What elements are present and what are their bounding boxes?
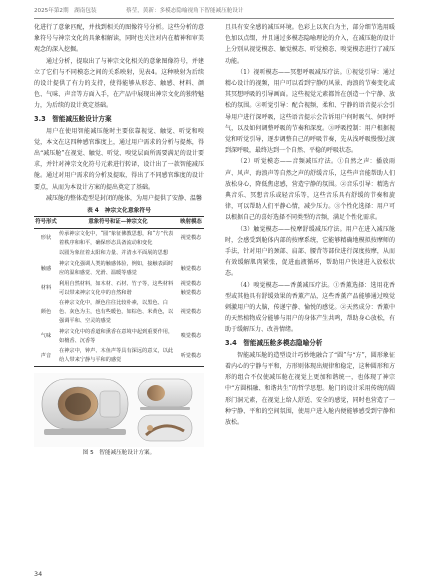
- cell-desc: 利用自然材料，如木材、石材、竹子等，这些材料可以带来神宗文化中的自然和谐: [59, 280, 174, 296]
- cell-mode: 触觉模态: [180, 265, 202, 272]
- cell-form: 材料: [40, 285, 52, 292]
- cell-desc: 在神宗文化中，颜色往往比较朴素，以黑色、白色、灰色为主，也有些暖色，如棕色、米黄色，以强调平和、空灵的感觉: [59, 300, 174, 325]
- table-row: [34, 248, 204, 259]
- table-row: [34, 298, 204, 326]
- capsule-side-view: [138, 379, 192, 410]
- header-issue: 2025年第2期 湖南包装: [34, 8, 97, 14]
- table-row: [34, 279, 204, 299]
- cell-form: [34, 248, 58, 259]
- cell-desc: 神宗文化强调人类的触感体验，例如，接触表面时应的温和感觉、光滑、温暖等感觉: [59, 261, 174, 277]
- page-number: 34: [34, 570, 43, 578]
- section-heading-3-3: 3.3 智能减压舱设计方案: [34, 114, 112, 123]
- paragraph: 化进行了意象匹配，并找到相关的图像符号分析。这些分析的意象符号与神宗文化的具象相解读，同时也关注对内在精神和审美观念的深入挖掘。: [34, 24, 204, 54]
- cell-form: 气味: [40, 333, 52, 340]
- paragraph: （1）视听模态——冥想呼吸减压疗法。①视觉引导：通过精心设计的视频，用户可以看到宁静的风景、海浪的节奏变化或其冥想呼吸的引导画面。这些视觉元素都旨在创造一个宁静、放松的氛围。②听觉引导：配合视频，柔和、宁静的语音提示会引导用户进行深呼吸，这些语音提示会告诉用户何时吸气、何时呼气，以及如何调整呼吸的节奏和深度。③呼吸控制：用户根据视觉和听觉引导，逐步调整自己的呼吸节奏，先从浅呼吸慢慢过渡到深呼吸，最终达到一个自然、平稳的呼吸状态。: [225, 68, 395, 155]
- cell-form: 形状: [40, 235, 52, 242]
- cell-mode: 视觉模态 触觉模态: [180, 280, 202, 296]
- paragraph: 通过分析，提取出了与神宗文化相关的意象图像符号，并建立了它们与不同模态之间的关系映射，见表4。这种映射为后续的设计提供了有力的支持，使得能够从形态、触感、材料、颜色、气味、声音等方面入手，在产品中展现出神宗文化的独特魅力，为后续的设计奠定基础。: [34, 57, 204, 110]
- table-header-form: 符号形式: [34, 217, 58, 229]
- left-column: [34, 22, 204, 458]
- cell-mode: 嗅觉模态: [180, 333, 202, 340]
- running-header: [34, 4, 394, 16]
- decompression-capsule-illustration: [34, 373, 204, 447]
- capsule-interior-view: [138, 415, 192, 441]
- paragraph: （2）听觉模态——音频减压疗法。①自然之声：播放雨声、风声、海浪声等自然之声的舒缓音乐，这些声音能帮助人们放松身心，降低焦虑感，营造宁静的氛围。②音乐引导：精选古典音乐、冥想音乐或轻音乐等，这些音乐具有舒缓的节奏和旋律，可以帮助人们平静心情，减少压力。③个性化选择：用户可以根据自己的喜好选择不同类型的音频，满足个性化需求。: [225, 158, 395, 222]
- section-heading-3-4: 3.4 智能减压舱多模态隐喻分析: [225, 338, 323, 347]
- header-rule: [34, 18, 394, 19]
- table-row: [34, 346, 204, 366]
- table-header-mode: 映射模态: [178, 217, 204, 229]
- paragraph: 且具有安全感的减压环境。色彩上以灰白为主，部分细节选用暖色加以点缀，并且通过多模态隐喻理论的介入，在减压舱的设计上分别从视觉模态、触觉模态、听觉模态、嗅觉模态进行了减压功能。: [225, 24, 395, 65]
- paragraph: 减压舱的整体造型是封闭的舱体，为用户提供了安静、温馨: [46, 194, 203, 202]
- cell-mode: [178, 248, 204, 259]
- paragraph: （4）嗅觉模态——香薰减压疗法。①香薰选择：选用花香型或其他具有舒缓效果的香薰产品，这些香薰产品能够通过嗅觉刺激用户的大脑，传递宁静、愉悦的感觉。②天然成分：香薰中的天然植物成分能够与用户的身体产生共鸣，帮助身心放松，有助于缓解压力、改善情绪。: [225, 281, 395, 334]
- table-row: [34, 327, 204, 347]
- cell-desc: 传承神宗文化中，“圆”象征佛教思想，和“方”代表着秩序和和平，确保形态具备流动和变化: [59, 230, 174, 246]
- paragraph: （3）触觉模态——按摩舒缓减压疗法。用户在进入减压舱时，会感受到舱体内部的按摩系统，它能够精确地模拟按摩师的手法，针对用户的颈部、肩部、腰背等部位进行深度按摩，从而有效缓解肌肉紧张，促进血液循环，帮助用户快速进入放松状态。: [225, 225, 395, 278]
- cell-desc: 在神宗中，钟声、木鱼声等具有深远的意义，以此给人带来宁静与平和的感觉: [58, 346, 178, 366]
- table-header-desc: 意象符号和证—神宗文化: [58, 217, 178, 229]
- cell-form: 声音: [34, 346, 58, 366]
- table-title: 表 4 神宗文化意象符号: [86, 208, 152, 215]
- paragraph: 智能减压舱的造型设计巧妙地融合了“圆”与“方”，圆形象征着内心的宁静与平和，方形则体现出规律和稳定，这种圆形和方形的组合不仅使减压舱在视觉上更加和谐统一，也体现了神宗中“方圆相融、和谐共生”的哲学思想。舱门的设计采用传统的圆形门洞元素，在视觉上给人舒适、安全的感觉，同时也营造了一种宁静、平和的空间氛围，使用户进入舱内便能够感受到宁静和放松。: [225, 351, 395, 426]
- table-row: [34, 228, 204, 248]
- paragraph: 用户在使用智能减压舱时主要依靠视觉、触觉、听觉和嗅觉，本文在这四种感官维度上，通过用户需求的分析与提炼，得出“减压舱”在视觉、触觉、听觉、嗅觉层面所需要满足的设计要求，并针对神宗文化符号元素进行转译，设计出了一款智能减压舱。通过对用户需求的分析及提取，得出了不同感官维度的设计要点，从而为本设计方案的提出奠定了基础。: [34, 127, 204, 191]
- symbol-table: [34, 216, 204, 367]
- figure-caption: 图 5 智能减压舱设计方案。: [82, 450, 156, 456]
- cell-mode: 视觉模态: [180, 235, 202, 242]
- cell-desc: 以圆为象征着太阳和力量、并清水平面展的思想: [59, 250, 168, 257]
- cell-desc: 神宗文化中的香道和熏香在意境中起到重要作用，如檀香、沉香等: [59, 328, 174, 344]
- design-render-figure: [34, 373, 204, 447]
- cell-mode: 视觉模态: [180, 309, 202, 316]
- header-article-title: 蔡莹，黄新：多模态隐喻视角下智能减压舱设计: [126, 8, 244, 14]
- table-row: [34, 259, 204, 279]
- right-column: [225, 22, 395, 428]
- cell-form: 颜色: [40, 309, 52, 316]
- capsule-main-view: [42, 379, 128, 435]
- cell-mode: 听觉模态: [178, 346, 204, 366]
- cell-form: 触感: [40, 265, 52, 272]
